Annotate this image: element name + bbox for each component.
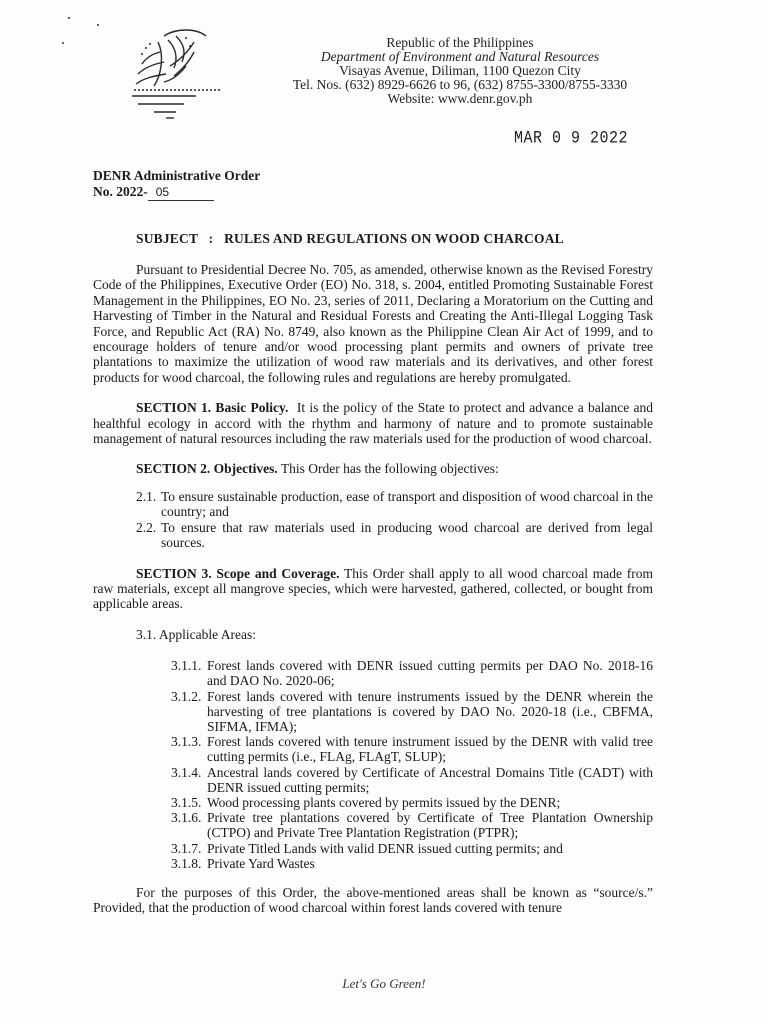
letterhead-line-website: Website: www.denr.gov.ph (387, 91, 533, 106)
letterhead-line-department: Department of Environment and Natural Resources (320, 49, 600, 64)
list-item-number: 3.1.4. (171, 764, 202, 780)
list-item (171, 856, 653, 871)
section-2-heading: SECTION 2. Objectives. (136, 461, 278, 477)
section-1-text: It is the policy of the State to protect and advance a balance and healthful ecology in accord with the rhythm and harmony of nature and to promote sustainable management of natural resources including the raw materials used for the production of wood charcoal. (93, 400, 653, 447)
section-2-text: This Order has the following objectives: (280, 461, 499, 477)
list-item (136, 520, 653, 551)
list-item-number: 3.1.1. (171, 658, 202, 674)
applicable-areas-heading: 3.1. Applicable Areas: (136, 626, 256, 642)
order-title-block (93, 168, 260, 201)
date-stamp: MAR 0 9 2022 (514, 128, 629, 149)
scan-speck (68, 17, 70, 19)
list-item (136, 489, 653, 520)
list-item-number: 3.1.3. (171, 734, 202, 750)
list-item (171, 810, 653, 840)
closing-paragraph: For the purposes of this Order, the above-mentioned areas shall be known as “source/s.” Provided, that the production of wood charcoal within forest lands covered with tenure (93, 884, 653, 916)
section-2 (93, 461, 653, 476)
scan-speck (62, 42, 64, 44)
order-title: DENR Administrative Order (93, 168, 261, 183)
footer-slogan: Let's Go Green! (342, 976, 426, 991)
list-item-number: 2.1. (136, 488, 157, 504)
letterhead-line-address: Visayas Avenue, Diliman, 1100 Quezon City (339, 63, 581, 78)
list-item-text: Private tree plantations covered by Certificate of Tree Plantation Ownership (CTPO) and Private Tree Plantation Registration (PTPR); (207, 810, 653, 841)
section-1-heading: SECTION 1. Basic Policy. (136, 400, 289, 416)
list-item-text: Wood processing plants covered by permits issued by the DENR; (207, 794, 561, 810)
applicable-areas-list (171, 658, 653, 871)
list-item-text: Private Titled Lands with valid DENR issued cutting permits; and (207, 840, 563, 856)
section-1 (93, 400, 653, 446)
scan-speck (97, 24, 99, 26)
list-item-number: 3.1.6. (171, 810, 202, 826)
order-number-prefix: No. 2022- (93, 184, 148, 199)
list-item (171, 658, 653, 688)
list-item-number: 3.1.7. (171, 840, 202, 856)
list-item-number: 3.1.2. (171, 688, 202, 704)
subject-line: SUBJECT : RULES AND REGULATIONS ON WOOD CHARCOAL (136, 231, 564, 246)
section-3-heading: SECTION 3. Scope and Coverage. (136, 565, 340, 581)
list-item-number: 2.2. (136, 519, 157, 535)
list-item (171, 795, 653, 810)
denr-logo (124, 24, 230, 124)
list-item-text: Private Yard Wastes (207, 855, 315, 871)
list-item-text: To ensure that raw materials used in producing wood charcoal are derived from legal sources. (161, 519, 653, 551)
list-item-text: Forest lands covered with DENR issued cutting permits per DAO No. 2018-16 and DAO No. 2020-06; (207, 658, 653, 689)
letterhead-line-telephone: Tel. Nos. (632) 8929-6626 to 96, (632) 8755-3300/8755-3330 (292, 77, 628, 92)
list-item-text: Forest lands covered with tenure instrument issued by the DENR with valid tree cutting permits (i.e., FLAg, FLAgT, SLUP); (207, 734, 653, 765)
list-item-text: Ancestral lands covered by Certificate of Ancestral Domains Title (CADT) with DENR issued cutting permits; (207, 764, 653, 795)
letterhead-line-republic: Republic of the Philippines (386, 35, 534, 50)
order-number-value: 05 (148, 184, 214, 201)
list-item (171, 765, 653, 795)
letterhead (250, 36, 670, 106)
intro-paragraph: Pursuant to Presidential Decree No. 705, as amended, otherwise known as the Revised Forestry Code of the Philippines, Executive Order (EO) No. 318, s. 2004, entitled Promoting Sustainable Forest Management in the Philippines, EO No. 23, series of 2011, Declaring a Moratorium on the Cutting and Harvesting of Timber in the Natural and Residual Forests and Creating the Anti-Illegal Logging Task Force, and Republic Act (RA) No. 8749, also known as the Philippine Clean Air Act of 1999, and to encourage holders of tenure and/or wood processing plant permits and owners of private tree plantations to maximize the utilization of wood raw materials and its derivatives, and other forest products for wood charcoal, the following rules and regulations are hereby promulgated. (93, 262, 653, 385)
list-item-text: Forest lands covered with tenure instruments issued by the DENR wherein the harvesting of tree plantations is covered by DAO No. 2020-18 (i.e., CBFMA, SIFMA, IFMA); (207, 688, 653, 734)
list-item (171, 689, 653, 735)
list-item (171, 841, 653, 856)
list-item-number: 3.1.5. (171, 794, 202, 810)
list-item-number: 3.1.8. (171, 855, 202, 871)
list-item (171, 734, 653, 764)
section-3 (93, 566, 653, 612)
document-body (93, 262, 653, 931)
objectives-list (136, 489, 653, 551)
list-item-text: To ensure sustainable production, ease of transport and disposition of wood charcoal in the country; and (161, 488, 653, 520)
section-3-text: This Order shall apply to all wood charcoal made from raw materials, except all mangrove species, which were harvested, gathered, collected, or bought from applicable areas. (93, 565, 653, 612)
order-number (93, 184, 260, 201)
